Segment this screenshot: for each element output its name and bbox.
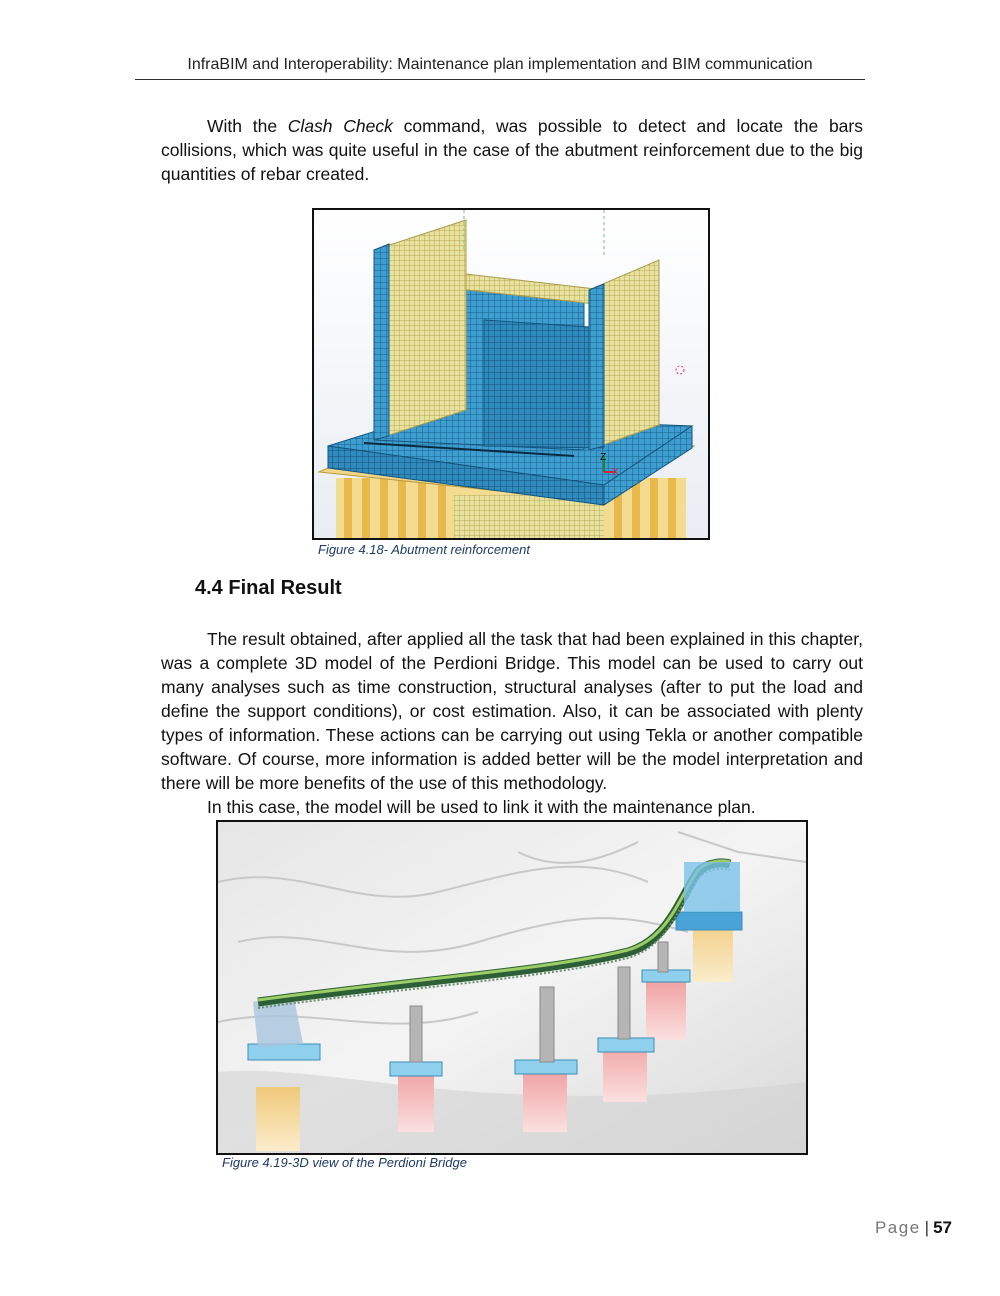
link-line: In this case, the model will be used to link it with the maintenance plan. <box>207 797 756 817</box>
bridge-3d-figure <box>216 820 808 1155</box>
abutment-reinforcement-figure <box>312 208 710 540</box>
running-header: InfraBIM and Interoperability: Maintenance plan implementation and BIM communication <box>187 56 813 73</box>
section-title: 4.4 Final Result <box>195 577 342 599</box>
bridge-3d-image <box>218 822 806 1153</box>
intro-paragraph <box>161 114 863 186</box>
page-footer <box>875 1218 952 1238</box>
figure-1-caption: Figure 4.18- Abutment reinforcement <box>318 542 530 557</box>
figure-2-caption: Figure 4.19-3D view of the Perdioni Bridge <box>222 1155 467 1170</box>
page-label: Page <box>874 1218 921 1237</box>
abutment-right <box>684 862 740 912</box>
page-separator: | <box>924 1218 930 1237</box>
intro-text-before: With the <box>207 116 288 136</box>
intro-text-after: command, was possible to detect and locate the bars collisions, which was quite useful in the case of the abutment reinforcement due to the big quantities of rebar created. <box>161 116 863 184</box>
axis-x-label: X <box>612 467 619 478</box>
clash-check-command: Clash Check <box>287 116 393 136</box>
page-number: 57 <box>933 1218 952 1237</box>
result-paragraph: The result obtained, after applied all the task that had been explained in this chapter, was a complete 3D model of the Perdioni Bridge. This model can be used to carry out many analyses such as time construction, structural analyses (after to put the load and define the support conditions), or cost estimation. Also, it can be associated with plenty types of information. These actions can be carrying out using Tekla or another compatible software. Of course, more information is added better will be the model interpretation and there will be more benefits of the use of this methodology. <box>161 629 863 793</box>
abutment-reinforcement-image <box>314 210 708 538</box>
axis-z-label: Z <box>600 452 607 463</box>
header-rule <box>135 79 865 80</box>
